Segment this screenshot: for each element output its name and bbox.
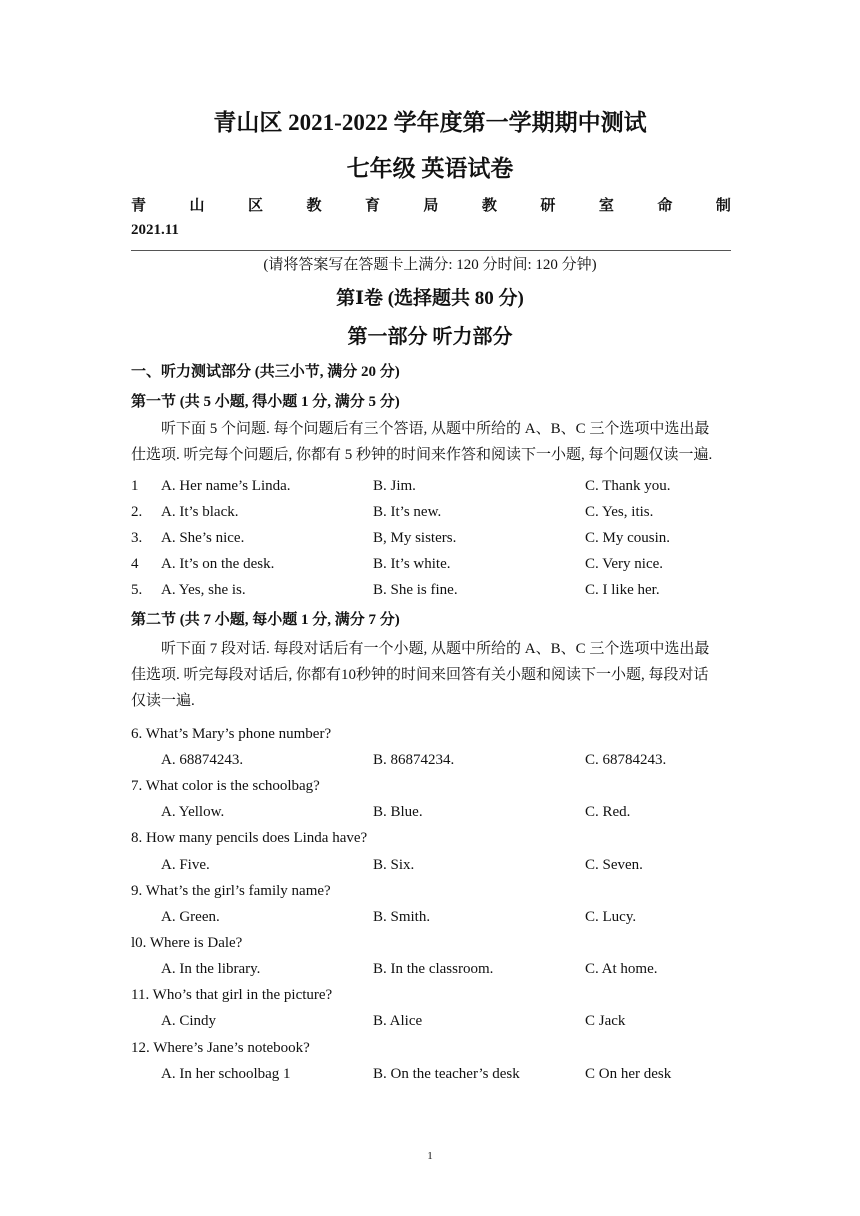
option-b: B. On the teacher’s desk (373, 1066, 520, 1082)
option-a: A. Five. (161, 857, 210, 873)
option-b: B. Alice (373, 1013, 423, 1029)
exam-date: 2021.11 (131, 222, 179, 238)
option-b: B, My sisters. (373, 530, 457, 546)
question-number: 3. (131, 530, 143, 546)
option-b: B. Blue. (373, 804, 423, 820)
authority-char: 区 (247, 198, 263, 214)
options-row (131, 909, 731, 931)
option-b: B. Six. (373, 857, 415, 873)
option-c: C. At home. (585, 961, 658, 977)
question-number: 2. (131, 504, 143, 520)
option-c: C. 68784243. (585, 752, 667, 768)
option-c: C Jack (585, 1013, 626, 1029)
header-divider (131, 250, 731, 251)
option-b: B. Smith. (373, 909, 431, 925)
option-b: B. It’s new. (373, 504, 442, 520)
option-a: A. In the library. (161, 961, 261, 977)
question-text: 9. What’s the girl’s family name? (131, 883, 331, 899)
option-b: B. It’s white. (373, 556, 451, 572)
option-a: A. In her schoolbag 1 (161, 1066, 291, 1082)
question-row (131, 530, 731, 552)
section1-instructions (131, 416, 731, 468)
instruction-line: 听下面 7 段对话. 每段对话后有一个小题, 从题中所给的 A、B、C 三个选项中选出最 (161, 641, 710, 657)
authority-char: 室 (598, 198, 614, 214)
option-a: A. Yes, she is. (161, 582, 246, 598)
authority-char: 局 (423, 198, 439, 214)
authority-char: 教 (481, 198, 497, 214)
question-text: 11. Who’s that girl in the picture? (131, 987, 333, 1003)
page-number: 1 (427, 1150, 433, 1162)
section-main-heading: 一、听力测试部分 (共三小节, 满分 20 分) (131, 364, 400, 380)
option-c: C. Red. (585, 804, 631, 820)
option-c: C. I like her. (585, 582, 660, 598)
section1-heading: 第一节 (共 5 小题, 得小题 1 分, 满分 5 分) (131, 394, 400, 410)
question-text: 8. How many pencils does Linda have? (131, 830, 368, 846)
option-c: C. Seven. (585, 857, 643, 873)
section2-instructions (131, 636, 731, 714)
question-text: 7. What color is the schoolbag? (131, 778, 320, 794)
option-a: A. Green. (161, 909, 220, 925)
authority-char: 制 (715, 198, 731, 214)
option-b: B. She is fine. (373, 582, 458, 598)
option-c: C. Very nice. (585, 556, 664, 572)
authority-char: 育 (364, 198, 380, 214)
option-a: A. Her name’s Linda. (161, 478, 291, 494)
authority-char: 研 (540, 198, 556, 214)
instruction-line: 佳选项. 听完每段对话后, 你都有10秒钟的时间来回答有关小题和阅读下一小题, 每段对话 (131, 667, 709, 683)
exam-subtitle: 七年级 英语试卷 (346, 156, 514, 181)
option-c: C On her desk (585, 1066, 672, 1082)
question-row (131, 582, 731, 604)
option-b: B. 86874234. (373, 752, 455, 768)
option-b: B. Jim. (373, 478, 416, 494)
option-a: A. It’s on the desk. (161, 556, 275, 572)
question-number: 1 (131, 478, 139, 494)
question-row (131, 478, 731, 500)
exam-note: (请将答案写在答题卡上满分: 120 分时间: 120 分钟) (263, 257, 597, 273)
authority-char: 命 (657, 198, 673, 214)
question-text: l0. Where is Dale? (131, 935, 243, 951)
option-a: A. 68874243. (161, 752, 244, 768)
authority-char: 教 (306, 198, 322, 214)
option-b: B. In the classroom. (373, 961, 494, 977)
instruction-line: 仕选项. 听完每个问题后, 你都有 5 秒钟的时间来作答和阅读下一小题, 每个问题仅读一遍. (131, 447, 713, 463)
option-c: C. Thank you. (585, 478, 671, 494)
question-number: 4 (131, 556, 139, 572)
options-row (131, 961, 731, 983)
options-row (131, 752, 731, 774)
instruction-line: 听下面 5 个问题. 每个问题后有三个答语, 从题中所给的 A、B、C 三个选项中选出最 (161, 421, 710, 437)
option-a: A. It’s black. (161, 504, 239, 520)
question-text: 6. What’s Mary’s phone number? (131, 726, 332, 742)
volume-title: 第Ⅰ卷 (选择题共 80 分) (336, 288, 524, 309)
options-row (131, 857, 731, 879)
question-row (131, 556, 731, 578)
option-a: A. She’s nice. (161, 530, 245, 546)
issuing-authority (131, 194, 731, 215)
instruction-line: 仅读一遍. (131, 693, 195, 709)
option-c: C. Lucy. (585, 909, 637, 925)
question-text: 12. Where’s Jane’s notebook? (131, 1040, 310, 1056)
section2-heading: 第二节 (共 7 小题, 每小题 1 分, 满分 7 分) (131, 612, 400, 628)
options-row (131, 1013, 731, 1035)
question-number: 5. (131, 582, 143, 598)
options-row (131, 804, 731, 826)
option-c: C. Yes, itis. (585, 504, 654, 520)
question-row (131, 504, 731, 526)
options-row (131, 1066, 731, 1088)
authority-char: 青 (131, 198, 147, 214)
authority-char: 山 (189, 198, 205, 214)
exam-title: 青山区 2021-2022 学年度第一学期期中测试 (213, 110, 647, 135)
part-title: 第一部分 听力部分 (347, 326, 513, 348)
option-c: C. My cousin. (585, 530, 671, 546)
option-a: A. Cindy (161, 1013, 217, 1029)
option-a: A. Yellow. (161, 804, 225, 820)
